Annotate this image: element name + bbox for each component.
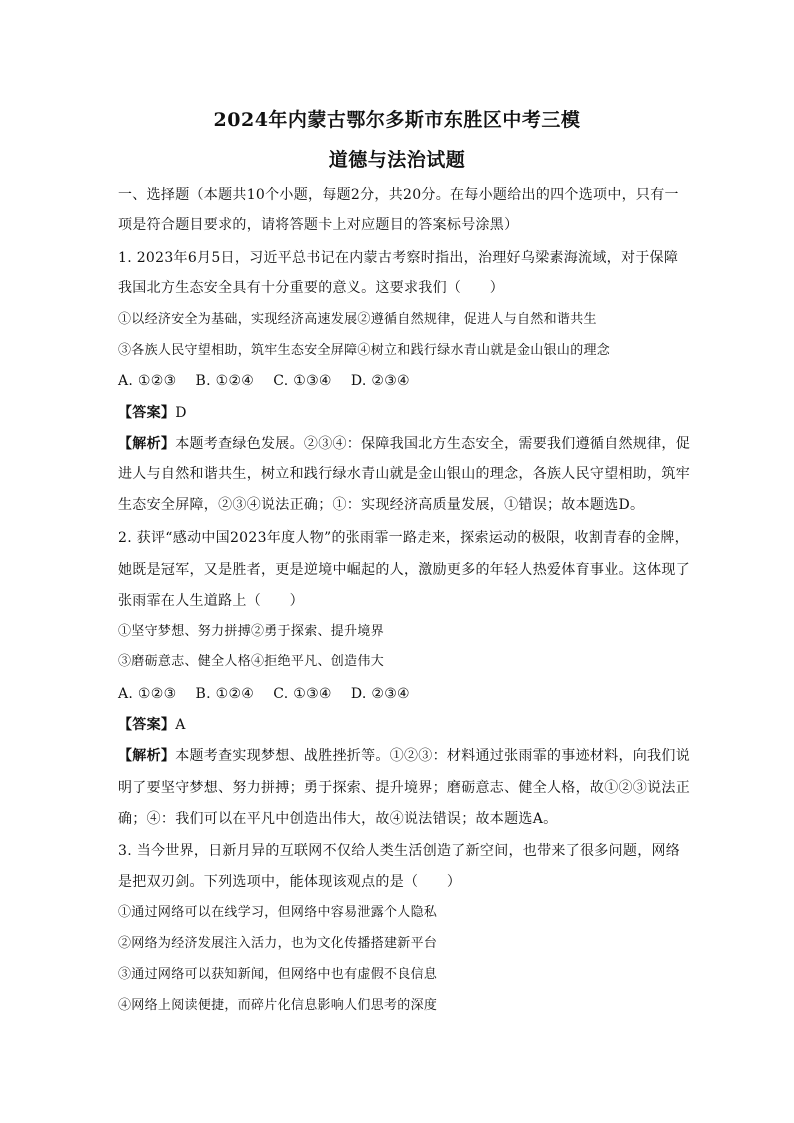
- q2-stem-line-3: 张雨霏在人生道路上（ ）: [118, 593, 304, 609]
- q1-option-line-1: ①以经济安全为基础，实现经济高速发展②遵循自然规律，促进人与自然和谐共生: [118, 312, 597, 327]
- instructions-line-2: 项是符合题目要求的，请将答题卡上对应题目的答案标号涂黑）: [118, 217, 519, 233]
- q3-stem-line-2: 是把双刃剑。下列选项中，能体现该观点的是（ ）: [118, 874, 462, 890]
- q1-stem-line-1: 1. 2023年6月5日，习近平总书记在内蒙古考察时指出，治理好乌梁素海流域，对于保障: [118, 250, 679, 266]
- answer-value: A: [175, 717, 186, 733]
- analysis-tag: 【解析】: [118, 748, 176, 764]
- q1-option-line-2: ③各族人民守望相助，筑牢生态安全屏障④树立和践行绿水青山就是金山银山的理念: [118, 343, 611, 358]
- answer-value: D: [175, 405, 187, 421]
- q2-option-line-2: ③磨砺意志、健全人格④拒绝平凡、创造伟大: [118, 654, 385, 669]
- q2-answer: [118, 715, 688, 735]
- q3-stem-line-1: 3. 当今世界，日新月异的互联网不仅给人类生活创造了新空间，也带来了很多问题，网络: [118, 843, 681, 859]
- q2-analysis-line-3: 确；④：我们可以在平凡中创造出伟大，故④说法错误；故本题选A。: [118, 811, 558, 827]
- page-title: 2024年内蒙古鄂尔多斯市东胜区中考三模: [213, 109, 581, 131]
- q2-stem-line-1: 2. 获评“感动中国2023年度人物”的张雨霏一路走来，探索运动的极限，收割青春的金牌，: [118, 530, 689, 546]
- analysis-text: 本题考查实现梦想、战胜挫折等。①②③：材料通过张雨霏的事迹材料，向我们说: [175, 748, 691, 764]
- instructions-line-1: 一、选择题（本题共10个小题，每题2分，共20分。在每小题给出的四个选项中，只有一: [118, 187, 679, 203]
- q3-option-line-2: ②网络为经济发展注入活力，也为文化传播搭建新平台: [118, 936, 438, 951]
- q3-option-line-4: ④网络上阅读便捷，而碎片化信息影响人们思考的深度: [118, 998, 438, 1013]
- q3-option-line-3: ③通过网络可以获知新闻，但网络中也有虚假不良信息: [118, 967, 438, 982]
- q1-choices: A. ①②③ B. ①②④ C. ①③④ D. ②③④: [118, 373, 410, 389]
- q1-answer: [118, 403, 688, 423]
- analysis-tag: 【解析】: [118, 436, 176, 452]
- page-subtitle: 道德与法治试题: [328, 149, 466, 171]
- q2-option-line-1: ①坚守梦想、努力拼搏②勇于探索、提升境界: [118, 624, 385, 639]
- q1-analysis-line-1: [118, 434, 691, 454]
- q2-stem-line-2: 她既是冠军，又是胜者，更是逆境中崛起的人，激励更多的年轻人热爱体育事业。这体现了: [118, 562, 690, 578]
- q1-stem-line-2: 我国北方生态安全具有十分重要的意义。这要求我们（ ）: [118, 280, 505, 296]
- q1-analysis-line-3: 生态安全屏障，②③④说法正确；①：实现经济高质量发展，①错误；故本题选D。: [118, 497, 645, 513]
- q1-analysis-line-2: 进人与自然和谐共生，树立和践行绿水青山就是金山银山的理念，各族人民守望相助，筑牢: [118, 466, 690, 482]
- answer-tag: 【答案】: [118, 717, 176, 733]
- analysis-text: 本题考查绿色发展。②③④：保障我国北方生态安全，需要我们遵循自然规律，促: [175, 436, 691, 452]
- q3-option-line-1: ①通过网络可以在线学习，但网络中容易泄露个人隐私: [118, 905, 438, 920]
- q2-choices: A. ①②③ B. ①②④ C. ①③④ D. ②③④: [118, 686, 410, 702]
- answer-tag: 【答案】: [118, 405, 176, 421]
- q2-analysis-line-1: [118, 746, 691, 766]
- q2-analysis-line-2: 明了要坚守梦想、努力拼搏；勇于探索、提升境界；磨砺意志、健全人格，故①②③说法正: [118, 780, 690, 796]
